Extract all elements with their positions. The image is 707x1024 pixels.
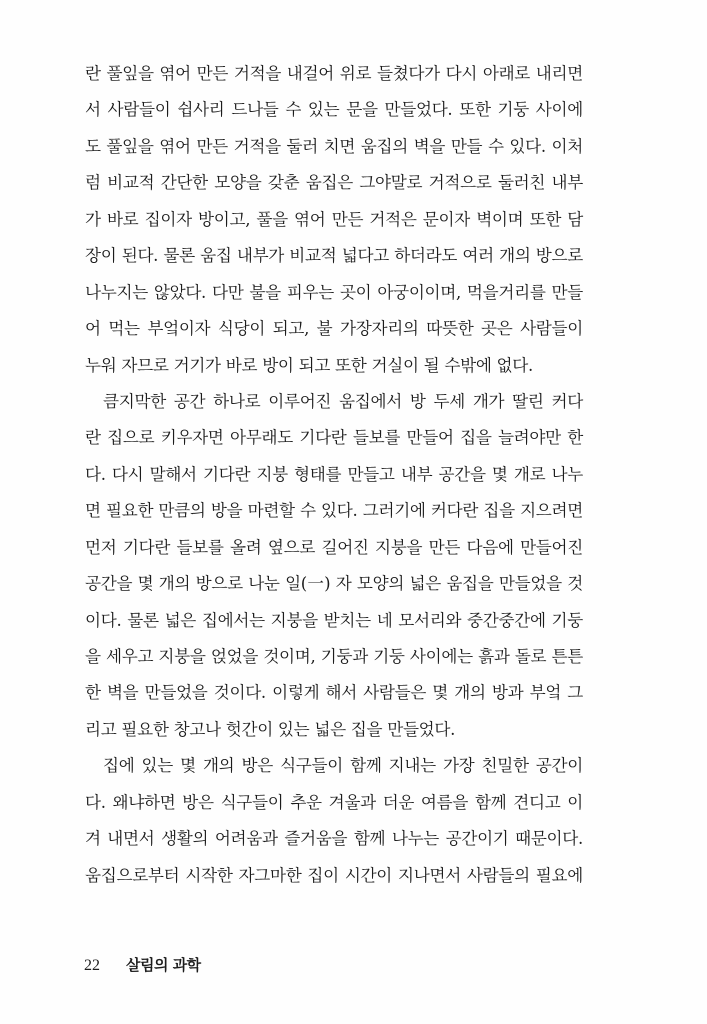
text-line: 리고 필요한 창고나 헛간이 있는 넓은 집을 만들었다. [85,719,456,739]
text-line: 큼지막한 공간 하나로 이루어진 움집에서 방 두세 개가 딸린 커다 [103,391,583,411]
text-line: 어 먹는 부엌이자 식당이 되고, 불 가장자리의 따뜻한 곳은 사람들이 [85,319,583,339]
text-line: 가 바로 집이자 방이고, 풀을 엮어 만든 거적은 문이자 벽이며 또한 담 [85,209,583,229]
text-line: 먼저 기다란 들보를 올려 옆으로 길어진 지붕을 만든 다음에 만들어진 [85,537,583,557]
running-title: 살림의 과학 [126,956,201,974]
text-line: 다. 다시 말해서 기다란 지붕 형태를 만들고 내부 공간을 몇 개로 나누 [85,464,583,484]
text-line: 이다. 물론 넓은 집에서는 지붕을 받치는 네 모서리와 중간중간에 기둥 [85,610,583,630]
text-line: 도 풀잎을 엮어 만든 거적을 둘러 치면 움집의 벽을 만들 수 있다. 이처 [85,136,583,156]
text-line: 누워 자므로 거기가 바로 방이 되고 또한 거실이 될 수밖에 없다. [85,355,533,375]
paragraph [85,56,583,384]
text-line: 럼 비교적 간단한 모양을 갖춘 움집은 그야말로 거적으로 둘러친 내부 [85,173,583,193]
page-number: 22 [84,957,100,974]
text-line: 면 필요한 만큼의 방을 마련할 수 있다. 그러기에 커다란 집을 지으려면 [85,501,583,521]
text-line: 을 세우고 지붕을 얹었을 것이며, 기둥과 기둥 사이에는 흙과 돌로 튼튼 [85,647,583,666]
text-line: 공간을 몇 개의 방으로 나눈 일(一) 자 모양의 넓은 움집을 만들었을 것 [85,574,583,594]
text-line: 서 사람들이 쉽사리 드나들 수 있는 문을 만들었다. 또한 기둥 사이에 [85,100,583,120]
page-footer [84,954,201,975]
text-line: 움집으로부터 시작한 자그마한 집이 시간이 지나면서 사람들의 필요에 [85,865,583,885]
text-line: 집에 있는 몇 개의 방은 식구들이 함께 지내는 가장 친밀한 공간이 [103,756,583,776]
paragraph [85,748,583,894]
text-line: 다. 왜냐하면 방은 식구들이 추운 겨울과 더운 여름을 함께 견디고 이 [85,792,583,812]
body-text [85,56,583,894]
text-line: 장이 된다. 물론 움집 내부가 비교적 넓다고 하더라도 여러 개의 방으로 [85,246,583,266]
text-line: 겨 내면서 생활의 어려움과 즐거움을 함께 나누는 공간이기 때문이다. [85,829,583,849]
paragraph [85,384,583,748]
text-line: 나누지는 않았다. 다만 불을 피우는 곳이 아궁이이며, 먹을거리를 만들 [85,282,583,302]
text-line: 란 풀잎을 엮어 만든 거적을 내걸어 위로 들쳤다가 다시 아래로 내리면 [85,64,583,83]
text-line: 한 벽을 만들었을 것이다. 이렇게 해서 사람들은 몇 개의 방과 부엌 그 [85,683,583,703]
text-line: 란 집으로 키우자면 아무래도 기다란 들보를 만들어 집을 늘려야만 한 [85,428,583,448]
